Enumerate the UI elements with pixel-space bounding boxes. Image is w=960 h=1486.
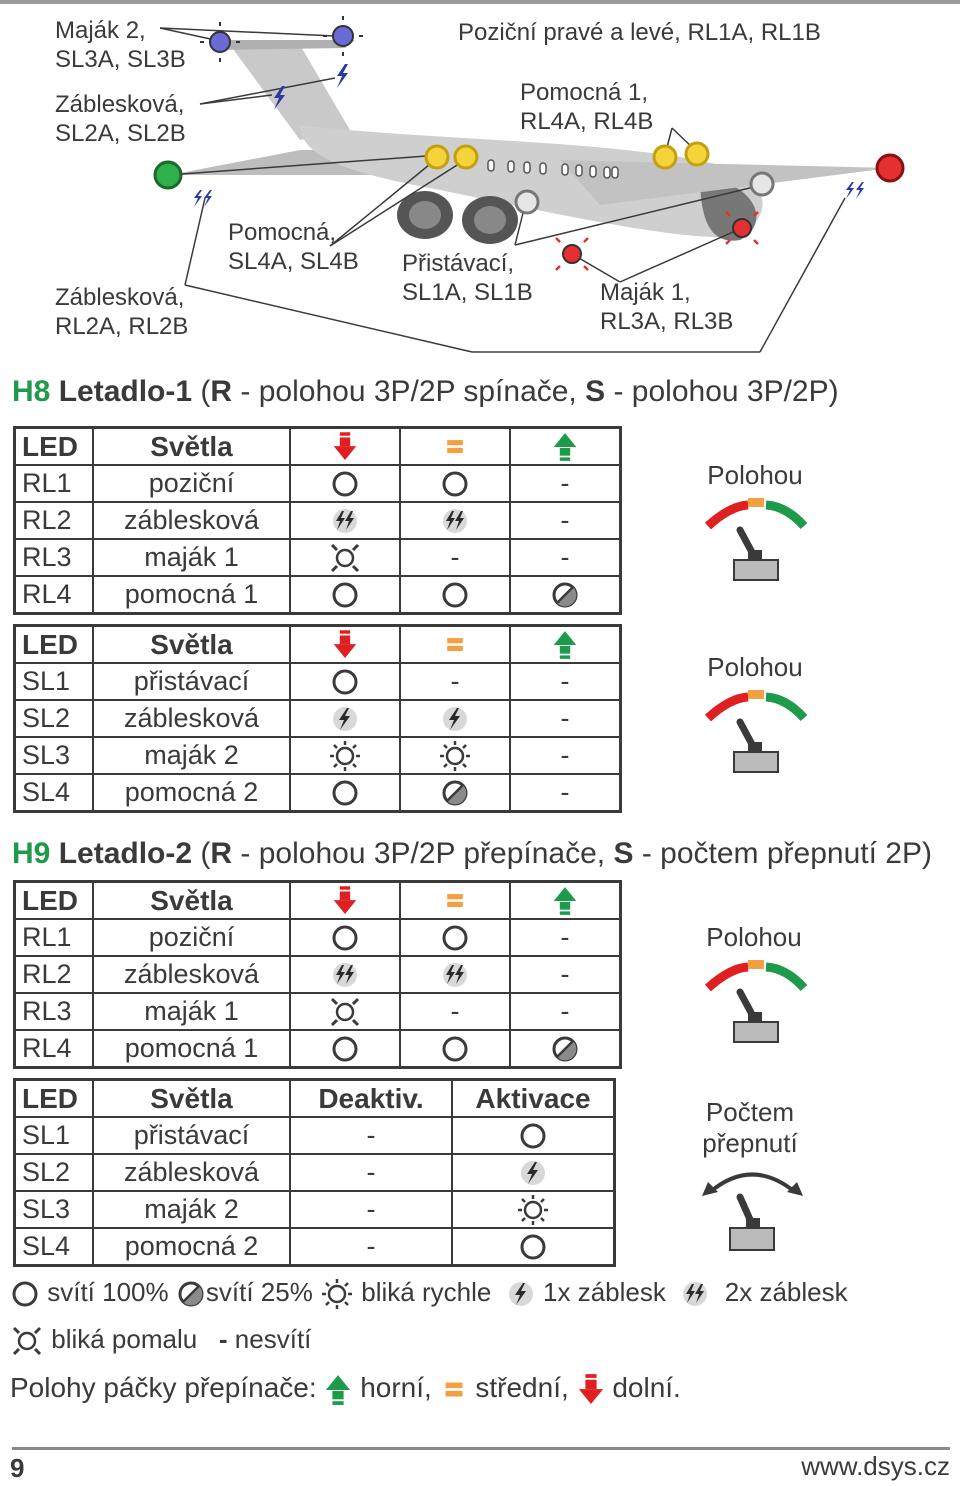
table-header-row <box>15 882 621 920</box>
lever-base <box>734 560 778 580</box>
slow-blink-icon <box>328 995 362 1029</box>
led-code: RL3 <box>15 539 94 576</box>
lever-pivot <box>748 1012 762 1022</box>
gauge-green-arc <box>766 505 804 526</box>
off-cell: - <box>290 1228 452 1266</box>
h8-stext: - polohou 3P/2P) <box>605 375 839 408</box>
off-cell: - <box>290 1117 452 1154</box>
state-cell <box>290 539 400 576</box>
down-arrow-icon <box>290 882 400 920</box>
state-cell <box>290 1030 400 1068</box>
red-nav-light <box>877 155 903 181</box>
gauge-green-arc <box>766 697 804 718</box>
state-cell <box>452 1228 615 1266</box>
h9-sl-table <box>13 1078 616 1267</box>
single-flash-icon <box>330 704 360 734</box>
table-row <box>15 576 621 614</box>
led-code: SL3 <box>15 737 94 774</box>
table-row <box>15 919 621 956</box>
lever-pivot <box>748 550 762 560</box>
quarter-light-icon <box>440 778 470 808</box>
state-cell <box>452 1191 615 1228</box>
middle-icon <box>400 882 510 920</box>
table-row <box>15 1030 621 1068</box>
state-cell <box>510 1030 621 1068</box>
legend-quarter: svítí 25% <box>205 1277 313 1307</box>
h9-s: S <box>613 837 634 870</box>
table-row <box>15 774 621 812</box>
legend-row-2 <box>10 1324 311 1358</box>
h9-count-label: Počtem přepnutí <box>702 1097 798 1158</box>
off-cell: - <box>510 919 621 956</box>
table-row <box>15 1117 615 1154</box>
gauge-green-arc <box>766 967 804 988</box>
table-row <box>15 1191 615 1228</box>
col-svetla: Světla <box>93 1080 290 1118</box>
double-flash-icon <box>330 960 360 990</box>
state-cell <box>290 919 400 956</box>
double-flash-icon <box>440 506 470 536</box>
light-name: pomocná 2 <box>93 774 290 812</box>
state-cell <box>510 576 621 614</box>
gauge-red-arc <box>708 505 748 526</box>
down-arrow-icon <box>290 428 400 466</box>
h9-lever1-icon <box>700 954 810 1049</box>
led-code: SL4 <box>15 1228 94 1266</box>
led-code: RL4 <box>15 576 94 614</box>
label-majak1: Maják 1, RL3A, RL3B <box>600 279 734 335</box>
led-code: RL2 <box>15 502 94 539</box>
h9-r: R <box>210 837 233 870</box>
state-cell <box>290 956 400 993</box>
state-cell <box>290 737 400 774</box>
down-arrow-icon <box>290 626 400 664</box>
state-cell <box>400 956 510 993</box>
lever-pivot <box>748 742 762 752</box>
h9-open-paren: ( <box>200 837 211 870</box>
gauge-orange-segment <box>748 498 764 507</box>
light-name: maják 1 <box>93 539 290 576</box>
table-row <box>15 737 621 774</box>
table-row <box>15 993 621 1030</box>
h9-id: H9 <box>12 837 51 870</box>
h8-s: S <box>585 375 606 408</box>
light-name: záblesková <box>93 502 290 539</box>
off-cell: - <box>400 993 510 1030</box>
table-row <box>15 700 621 737</box>
h9-lever1-label: Polohou <box>706 922 802 952</box>
light-name: záblesková <box>93 1154 290 1191</box>
light-name: maják 2 <box>93 1191 290 1228</box>
down-arrow-icon <box>577 1374 605 1406</box>
gauge-orange-segment <box>748 960 764 969</box>
led-code: RL4 <box>15 1030 94 1068</box>
state-cell <box>400 774 510 812</box>
state-cell <box>290 502 400 539</box>
full-light-icon <box>440 580 470 610</box>
full-light-icon <box>330 778 360 808</box>
col-led: LED <box>15 428 94 466</box>
state-cell <box>400 737 510 774</box>
middle-icon <box>440 1374 468 1406</box>
light-name: poziční <box>93 919 290 956</box>
double-flash-icon <box>440 960 470 990</box>
h9-heading <box>12 837 932 871</box>
light-name: maják 1 <box>93 993 290 1030</box>
state-cell <box>400 465 510 502</box>
state-cell <box>400 502 510 539</box>
slow-blink-icon <box>328 541 362 575</box>
landing-light-2 <box>751 173 773 195</box>
h8-title: Letadlo-1 <box>58 375 193 408</box>
full-light-icon <box>330 923 360 953</box>
state-cell <box>290 700 400 737</box>
flash2-icon <box>680 1279 710 1309</box>
state-cell <box>290 465 400 502</box>
table-row <box>15 1154 615 1191</box>
off-cell: - <box>400 539 510 576</box>
h9-rtext: - polohou 3P/2P přepínače, <box>232 837 614 870</box>
legend-none: nesvítí <box>234 1324 312 1354</box>
light-name: poziční <box>93 465 290 502</box>
full-light-icon <box>440 469 470 499</box>
position-top: horní, <box>360 1372 432 1403</box>
h9-stext: - počtem přepnutí 2P) <box>633 837 932 870</box>
full-light-icon <box>440 923 470 953</box>
state-cell <box>290 774 400 812</box>
page-number: 9 <box>10 1453 25 1483</box>
position-bottom: dolní. <box>612 1372 681 1403</box>
up-arrow-icon <box>510 882 621 920</box>
led-code: SL2 <box>15 1154 94 1191</box>
table-row <box>15 502 621 539</box>
col-led: LED <box>15 1080 94 1118</box>
off-cell: - <box>510 502 621 539</box>
state-cell <box>400 919 510 956</box>
light-name: pomocná 2 <box>93 1228 290 1266</box>
state-cell <box>290 663 400 700</box>
gauge-orange-segment <box>748 690 764 699</box>
state-cell <box>400 1030 510 1068</box>
label-pristavaci: Přistávací, SL1A, SL1B <box>402 250 533 306</box>
h9-count-lever-icon <box>700 1162 805 1257</box>
full-light-icon <box>330 469 360 499</box>
table-row <box>15 465 621 502</box>
lever-base <box>734 752 778 772</box>
full-light-icon <box>440 1034 470 1064</box>
h8-lever1-label: Polohou <box>707 460 803 490</box>
state-cell <box>452 1154 615 1191</box>
full-icon <box>10 1279 40 1309</box>
h8-sl-table <box>13 624 622 813</box>
legend-none-symbol: - <box>218 1324 228 1354</box>
col-led: LED <box>15 882 94 920</box>
h8-lever2-label: Polohou <box>707 652 803 682</box>
light-name: pomocná 1 <box>93 1030 290 1068</box>
h9-rl-table <box>13 880 622 1069</box>
light-name: přistávací <box>93 663 290 700</box>
table-row <box>15 663 621 700</box>
single-flash-icon <box>518 1158 548 1188</box>
flash1-icon <box>506 1279 536 1309</box>
quarter-light-icon <box>550 580 580 610</box>
tail-stabilizer <box>210 40 355 50</box>
led-code: SL4 <box>15 774 94 812</box>
off-cell: - <box>510 539 621 576</box>
tail-fin <box>230 45 350 140</box>
led-code: RL1 <box>15 465 94 502</box>
off-cell: - <box>510 774 621 812</box>
table-header-row <box>15 1080 615 1118</box>
full-light-icon <box>330 580 360 610</box>
h8-r: R <box>210 375 233 408</box>
gauge-red-arc <box>708 697 748 718</box>
h9-title: Letadlo-2 <box>58 837 193 870</box>
legend-full: svítí 100% <box>47 1277 169 1307</box>
legend-fast: bliká rychle <box>361 1277 492 1307</box>
col-svetla: Světla <box>93 428 290 466</box>
fast-blink-icon <box>328 739 362 773</box>
light-name: záblesková <box>93 956 290 993</box>
landing-light-1 <box>516 191 538 213</box>
legend-flash1: 1x záblesk <box>543 1277 666 1307</box>
label-pomocna1: Pomocná 1, RL4A, RL4B <box>520 79 654 135</box>
up-arrow-icon <box>324 1374 352 1406</box>
col-svetla: Světla <box>93 882 290 920</box>
double-flash-icon <box>330 506 360 536</box>
off-cell: - <box>510 737 621 774</box>
off-cell: - <box>510 465 621 502</box>
light-name: maják 2 <box>93 737 290 774</box>
engine-left-inlet <box>409 201 441 229</box>
off-cell: - <box>400 663 510 700</box>
label-zablesk-sl: Záblesková, SL2A, SL2B <box>55 91 186 147</box>
positions-label: Polohy páčky přepínače: <box>10 1372 317 1403</box>
legend-slow: bliká pomalu <box>51 1324 198 1354</box>
up-arrow-icon <box>510 626 621 664</box>
off-cell: - <box>290 1191 452 1228</box>
light-name: záblesková <box>93 700 290 737</box>
led-code: RL1 <box>15 919 94 956</box>
table-header-row <box>15 428 621 466</box>
quarter-light-icon <box>550 1034 580 1064</box>
off-cell: - <box>290 1154 452 1191</box>
label-majak2: Maják 2, SL3A, SL3B <box>55 17 186 73</box>
off-cell: - <box>510 993 621 1030</box>
led-code: SL2 <box>15 700 94 737</box>
led-code: RL3 <box>15 993 94 1030</box>
lever-base <box>734 1022 778 1042</box>
slow-blink-icon <box>10 1324 44 1358</box>
h8-id: H8 <box>12 375 51 408</box>
table-row <box>15 1228 615 1266</box>
green-nav-light <box>155 162 181 188</box>
light-name: přistávací <box>93 1117 290 1154</box>
engine-right-inlet <box>474 206 506 234</box>
full-light-icon <box>330 667 360 697</box>
fast-blink-icon <box>438 739 472 773</box>
footer-rule <box>12 1447 950 1450</box>
state-cell <box>290 576 400 614</box>
h8-rtext: - polohou 3P/2P spínače, <box>232 375 586 408</box>
col-svetla: Světla <box>93 626 290 664</box>
website-link[interactable]: www.dsys.cz <box>801 1451 950 1481</box>
quarter-icon <box>176 1279 206 1309</box>
legend-flash2: 2x záblesk <box>724 1277 848 1307</box>
full-light-icon <box>518 1232 548 1262</box>
state-cell <box>290 993 400 1030</box>
h8-rl-table <box>13 426 622 615</box>
h8-lever2-icon <box>700 684 810 779</box>
col-aktivace: Aktivace <box>452 1080 615 1118</box>
full-light-icon <box>518 1121 548 1151</box>
middle-icon <box>400 428 510 466</box>
legend-row-1 <box>10 1277 848 1311</box>
col-deaktiv: Deaktiv. <box>290 1080 452 1118</box>
full-light-icon <box>330 1034 360 1064</box>
led-code: RL2 <box>15 956 94 993</box>
table-row <box>15 956 621 993</box>
state-cell <box>400 576 510 614</box>
position-middle: střední, <box>475 1372 569 1403</box>
state-cell <box>452 1117 615 1154</box>
h8-heading <box>12 375 839 409</box>
state-cell <box>400 700 510 737</box>
middle-icon <box>400 626 510 664</box>
up-arrow-icon <box>510 428 621 466</box>
table-header-row <box>15 626 621 664</box>
h8-open-paren: ( <box>200 375 211 408</box>
light-name: pomocná 1 <box>93 576 290 614</box>
label-pozicni: Poziční pravé a levé, RL1A, RL1B <box>458 19 821 46</box>
label-zablesk-rl: Záblesková, RL2A, RL2B <box>55 284 189 340</box>
label-pomocna-sl: Pomocná, SL4A, SL4B <box>228 219 359 275</box>
h8-lever1-icon <box>700 492 810 587</box>
led-code: SL1 <box>15 1117 94 1154</box>
led-code: SL1 <box>15 663 94 700</box>
gauge-red-arc <box>708 967 748 988</box>
led-code: SL3 <box>15 1191 94 1228</box>
col-led: LED <box>15 626 94 664</box>
fast-blink-icon <box>516 1193 550 1227</box>
off-cell: - <box>510 663 621 700</box>
single-flash-icon <box>440 704 470 734</box>
off-cell: - <box>510 700 621 737</box>
table-row <box>15 539 621 576</box>
fast-blink-icon <box>320 1277 354 1311</box>
legend-positions <box>10 1372 681 1406</box>
off-cell: - <box>510 956 621 993</box>
